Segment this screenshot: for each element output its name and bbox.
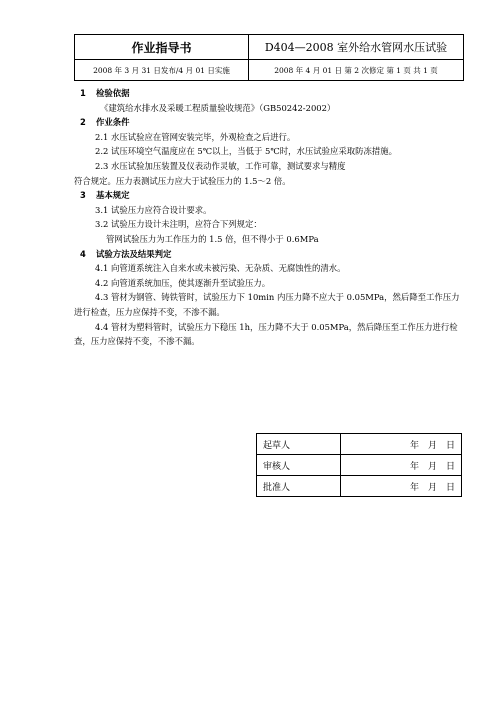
section-3-line-2: 3.2 试验压力设计未注明，应符合下列规定：: [95, 219, 262, 230]
section-4-line-2: 4.2 向管道系统加压，使其逐渐升至试验压力。: [95, 277, 271, 288]
signature-date: 年 月 日: [340, 434, 461, 455]
doc-type-title: 作业指导书: [75, 35, 249, 60]
section-2-line-1: 2.1 水压试验应在管网安装完毕，外观检查之后进行。: [95, 131, 296, 142]
signature-table: [256, 433, 462, 497]
signature-role: 审核人: [257, 455, 341, 476]
signature-date: 年 月 日: [340, 476, 461, 497]
section-heading-2: 2 作业条件: [80, 117, 130, 128]
signature-role: 批准人: [257, 476, 341, 497]
section-heading-4: 4 试验方法及结果判定: [80, 248, 172, 259]
section-2-line-3: 2.3 水压试验加压装置及仪表动作灵敏，工作可靠，测试要求与精度: [95, 160, 346, 171]
document-title: D404—2008 室外给水管网水压试验: [249, 35, 464, 60]
section-2-line-4: 符合规定。压力表测试压力应大于试验压力的 1.5～2 倍。: [74, 175, 291, 186]
revision-info: 2008 年 4 月 01 日 第 2 次修定 第 1 页 共 1 页: [249, 60, 464, 81]
signature-role: 起草人: [257, 434, 341, 455]
section-heading-3: 3 基本规定: [80, 190, 130, 201]
signature-date: 年 月 日: [340, 455, 461, 476]
issue-date: 2008 年 3 月 31 日发布/4 月 01 日实施: [75, 60, 249, 81]
section-4-line-1: 4.1 向管道系统注入自来水或未被污染、无杂质、无腐蚀性的清水。: [95, 263, 346, 274]
section-heading-1: 1 检验依据: [80, 88, 130, 98]
section-3-line-1: 3.1 试验压力应符合设计要求。: [95, 204, 212, 215]
document-body: [74, 86, 465, 349]
section-1-line: 《建筑给水排水及采暖工程质量验收规范》（GB50242-2002）: [100, 102, 336, 113]
header-table: [74, 34, 464, 81]
section-4-line-3: 4.3 管材为钢管、铸铁管时，试验压力下 10min 内压力降不应大于 0.05MPa，然后降至工作压力进行检查，压力应保持不变，不渗不漏。: [74, 292, 460, 317]
section-2-line-2: 2.2 试压环境空气温度应在 5℃以上，当低于 5℃时，水压试验应采取防冻措施。: [95, 146, 397, 157]
section-4-line-4: 4.4 管材为塑料管时，试验压力下稳压 1h，压力降不大于 0.05MPa，然后降压至工作压力进行检查，压力应保持不变，不渗不漏。: [74, 321, 458, 347]
section-3-line-3: 管网试验压力为工作压力的 1.5 倍，但不得小于 0.6MPa: [106, 233, 319, 244]
